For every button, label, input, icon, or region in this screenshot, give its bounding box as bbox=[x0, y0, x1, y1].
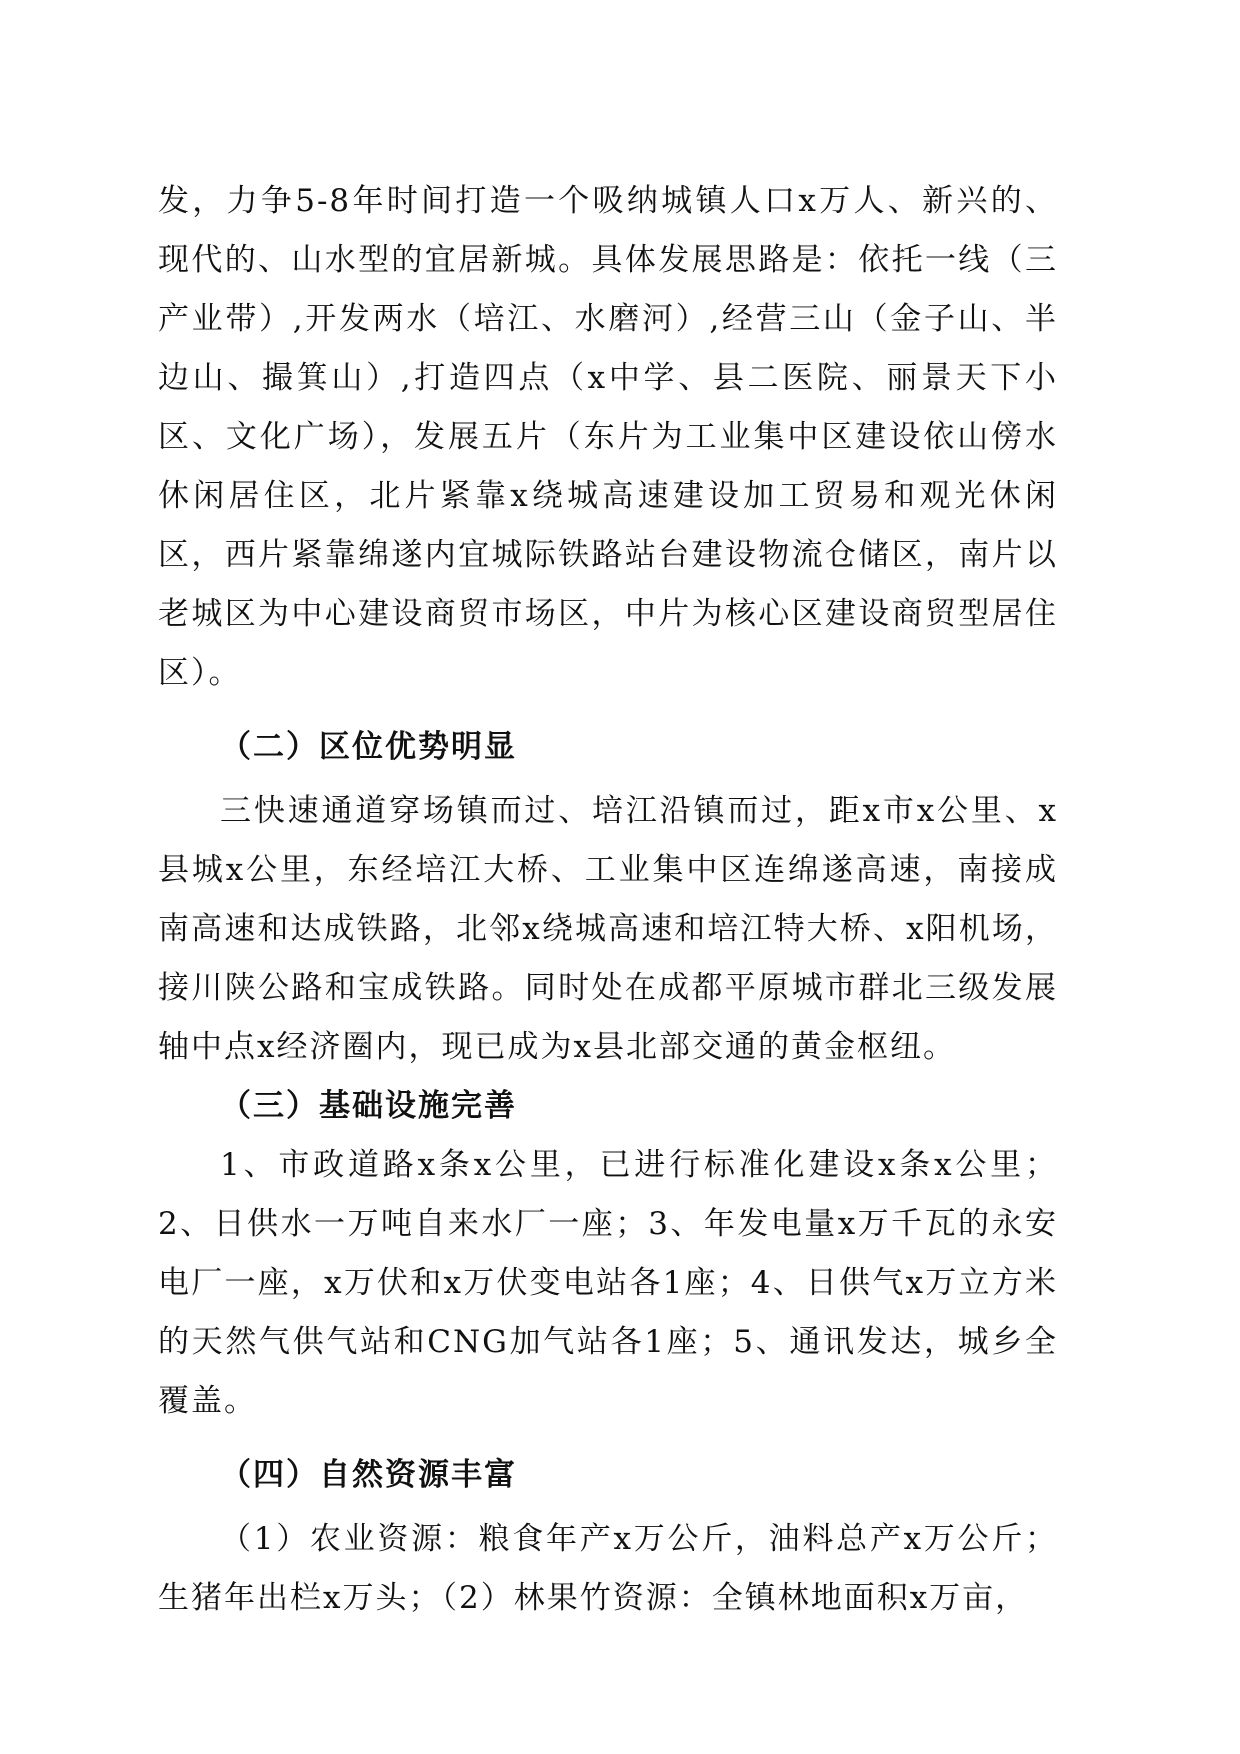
section-heading-infrastructure: （三）基础设施完善 bbox=[220, 1088, 517, 1124]
paragraph-location: 三快速通道穿场镇而过、培江沿镇而过，距x市x公里、x县城x公里，东经培江大桥、工业集中区连绵遂高速，南接成南高速和达成铁路，北邻x绕城高速和培江特大桥、x阳机场，接川陕公路和宝成铁路。同时处在成都平原城市群北三级发展轴中点x经济圈内，现已成为x县北部交通的黄金枢纽。 bbox=[158, 793, 1058, 1065]
paragraph-development-plan: 发，力争5-8年时间打造一个吸纳城镇人口x万人、新兴的、现代的、山水型的宜居新城。具体发展思路是：依托一线（三产业带）,开发两水（培江、水磨河）,经营三山（金子山、半边山、撮箕山）,打造四点（x中学、县二医院、丽景天下小区、文化广场），发展五片（东片为工业集中区建设依山傍水休闲居住区，北片紧靠x绕城高速建设加工贸易和观光休闲区，西片紧靠绵遂内宜城际铁路站台建设物流仓储区，南片以老城区为中心建设商贸市场区，中片为核心区建设商贸型居住区）。 bbox=[158, 183, 1058, 691]
section-heading-resources: （四）自然资源丰富 bbox=[220, 1457, 517, 1493]
document-body bbox=[158, 172, 1058, 1628]
paragraph-infrastructure: 1、市政道路x条x公里，已进行标准化建设x条x公里；2、日供水一万吨自来水厂一座；3、年发电量x万千瓦的永安电厂一座，x万伏和x万伏变电站各1座；4、日供气x万立方米的天然气供气站和CNG加气站各1座；5、通讯发达，城乡全覆盖。 bbox=[158, 1147, 1058, 1419]
section-heading-location: （二）区位优势明显 bbox=[220, 729, 517, 765]
paragraph-resources: （1）农业资源：粮食年产x万公斤，油料总产x万公斤；生猪年出栏x万头；（2）林果竹资源：全镇林地面积x万亩， bbox=[158, 1521, 1058, 1616]
